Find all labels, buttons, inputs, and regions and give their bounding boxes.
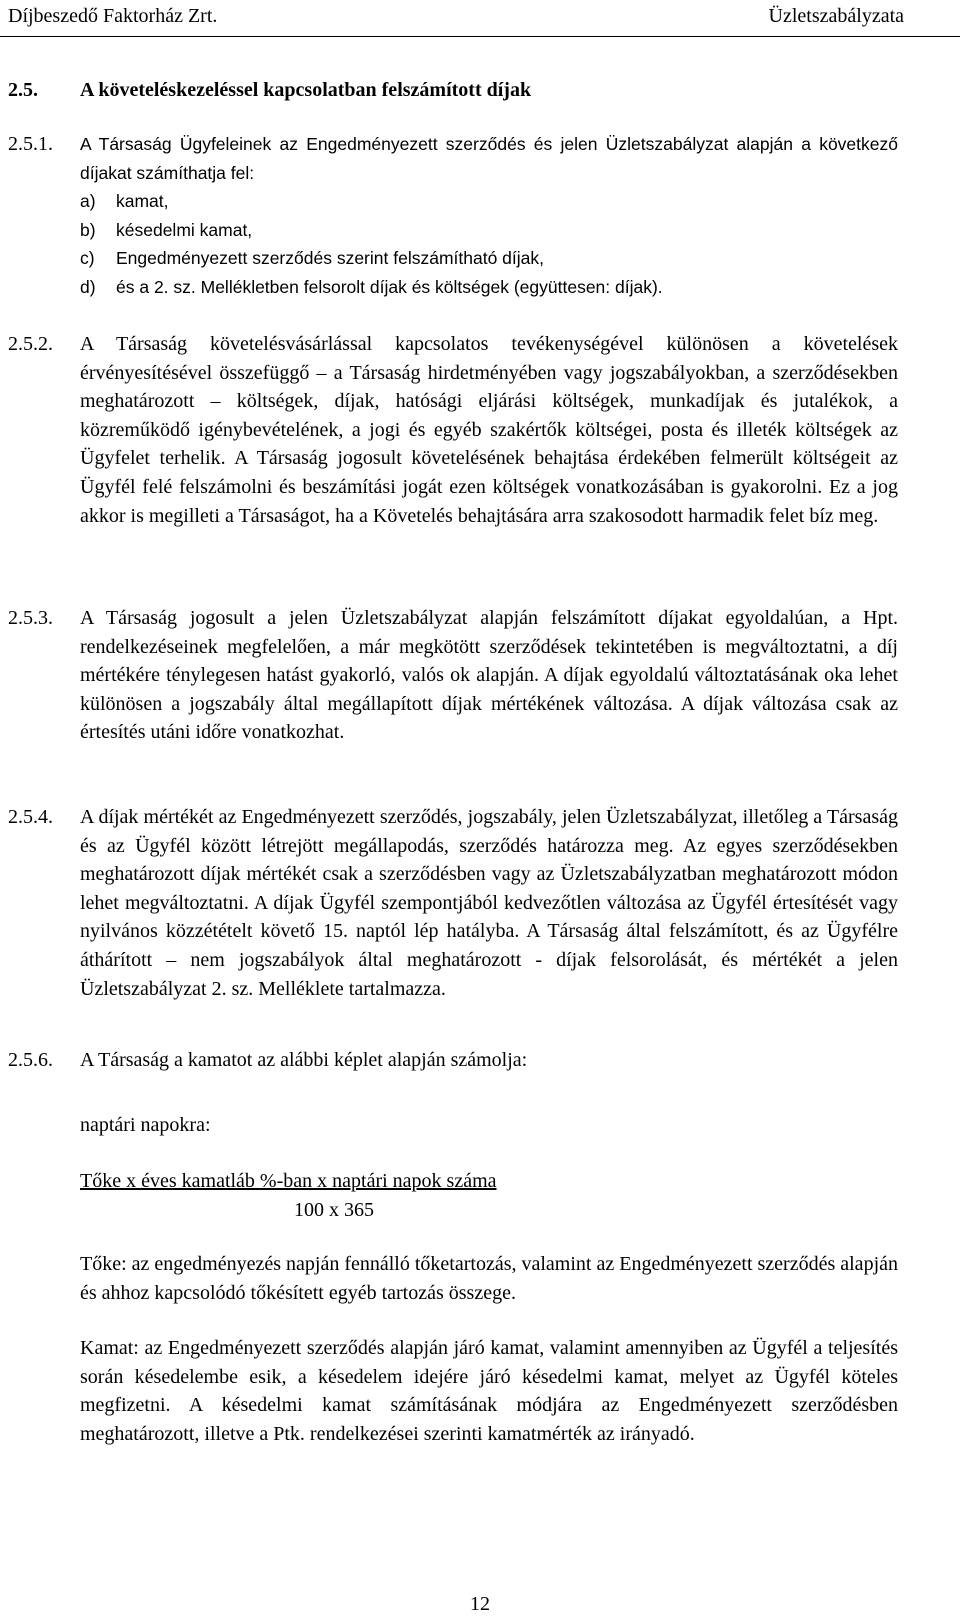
section-number: 2.5.4. xyxy=(8,806,53,828)
page-header xyxy=(8,2,904,30)
section-body xyxy=(80,130,898,302)
list-marker: c) xyxy=(80,248,95,269)
formula-numerator: Tőke x éves kamatláb %-ban x naptári napok száma xyxy=(80,1170,497,1192)
list-item xyxy=(80,244,898,273)
section-text: A Társaság követelésvásárlással kapcsolatos tevékenységével különösen a követelések érvényesítésével összefüggő – a Társaság hirdetményében vagy jogszabályokban, a szerződésekben meghatározott – költségek, díjak, hatósági eljárási költségek, munkadíjak és jutalékok, a közreműködő igénybevételének, a jogi és egyéb szakértők költségei, posta és illeték költségek az Ügyfelet terhelik. A Társaság jogosult követelésének behajtása érdekében felmerült költségeit az Ügyfél felé felszámolni és beszámítási jogát ezen költségek vonatkozásában is gyakorolni. Ez a jog akkor is megilleti a Társaságot, ha a Követelés behajtására arra szakosodott harmadik felet bíz meg. xyxy=(80,333,898,527)
section-2-5-6 xyxy=(8,1046,898,1075)
list-marker: d) xyxy=(80,276,96,297)
header-doc-title: Üzletszabályzata xyxy=(768,5,904,27)
section-number: 2.5.3. xyxy=(8,607,53,629)
header-company: Díjbeszedő Faktorház Zrt. xyxy=(8,5,218,27)
section-intro: A Társaság Ügyfeleinek az Engedményezett szerződés és jelen Üzletszabályzat alapján a következő díjakat számíthatja fel: xyxy=(80,134,898,183)
section-heading-number: 2.5. xyxy=(8,79,38,101)
calendar-days-label: naptári napokra: xyxy=(80,1114,211,1136)
header-rule xyxy=(0,36,960,37)
list-text: késedelmi kamat, xyxy=(116,219,253,240)
section-2-5-4 xyxy=(8,803,898,1003)
section-2-5-2 xyxy=(8,330,898,530)
section-text: A díjak mértékét az Engedményezett szerződés, jogszabály, jelen Üzletszabályzat, illetőleg a Társaság és az Ügyfél között létrejött megállapodás, szerződés határozza meg. Az egyes szerződésekben meghatározott díjak mértékét csak a szerződésben vagy az Üzletszabályzatban meghatározott módon lehet megváltoztatni. A díjak Ügyfél szempontjából kedvezőtlen változása az Ügyfél értesítését vagy nyilvános közzétételt követő 15. naptól lép hatályba. A Társaság által felszámított, és az Ügyfélre áthárított – nem jogszabályok által meghatározott - díjak felsorolását, és mértékét a jelen Üzletszabályzat 2. sz. Melléklete tartalmazza. xyxy=(80,806,898,1000)
section-2-5-1 xyxy=(8,130,898,302)
kamat-definition: Kamat: az Engedményezett szerződés alapján járó kamat, valamint amennyiben az Ügyfél a teljesítés során késedelembe esik, a késedelem idejére járó késedelmi kamat, melyet az Ügyfél köteles megfizetni. A késedelmi kamat számításának módjára az Engedményezett szerződésben meghatározott, illetve a Ptk. rendelkezései szerinti kamatmérték az irányadó. xyxy=(80,1337,898,1445)
section-text: A Társaság a kamatot az alábbi képlet alapján számolja: xyxy=(80,1049,528,1071)
section-2-5-3 xyxy=(8,604,898,747)
section-number: 2.5.1. xyxy=(8,133,53,155)
list-text: Engedményezett szerződés szerint felszámítható díjak, xyxy=(116,248,544,269)
section-text: A Társaság jogosult a jelen Üzletszabályzat alapján felszámított díjakat egyoldalúan, a Hpt. rendelkezéseinek megfelelően, a már megkötött szerződések tekintetében is megváltoztatni, a díj mértékére ténylegesen hatást gyakorló, valós ok alapján. A díjak egyoldalú változtatásának oka lehet különösen a jogszabály által megállapított díjak mértékének változása. A díjak változása csak az értesítés utáni időre vonatkozhat. xyxy=(80,607,898,744)
fee-list xyxy=(80,187,898,301)
toke-definition: Tőke: az engedményezés napján fennálló tőketartozás, valamint az Engedményezett szerződés alapján és ahhoz kapcsolódó tőkésített egyéb tartozás összege. xyxy=(80,1253,898,1304)
list-item xyxy=(80,273,898,302)
section-heading xyxy=(8,76,531,104)
list-text: és a 2. sz. Mellékletben felsorolt díjak és költségek (együttesen: díjak). xyxy=(116,276,663,297)
list-item xyxy=(80,187,898,216)
formula-denominator: 100 x 365 xyxy=(294,1198,374,1221)
section-heading-title: A követeléskezeléssel kapcsolatban felszámított díjak xyxy=(80,79,532,101)
section-number: 2.5.6. xyxy=(8,1049,53,1071)
list-text: kamat, xyxy=(116,191,169,212)
list-marker: b) xyxy=(80,219,96,240)
interest-formula xyxy=(80,1167,898,1224)
list-item xyxy=(80,216,898,245)
list-marker: a) xyxy=(80,191,96,212)
page-number: 12 xyxy=(470,1593,490,1615)
section-number: 2.5.2. xyxy=(8,333,53,355)
